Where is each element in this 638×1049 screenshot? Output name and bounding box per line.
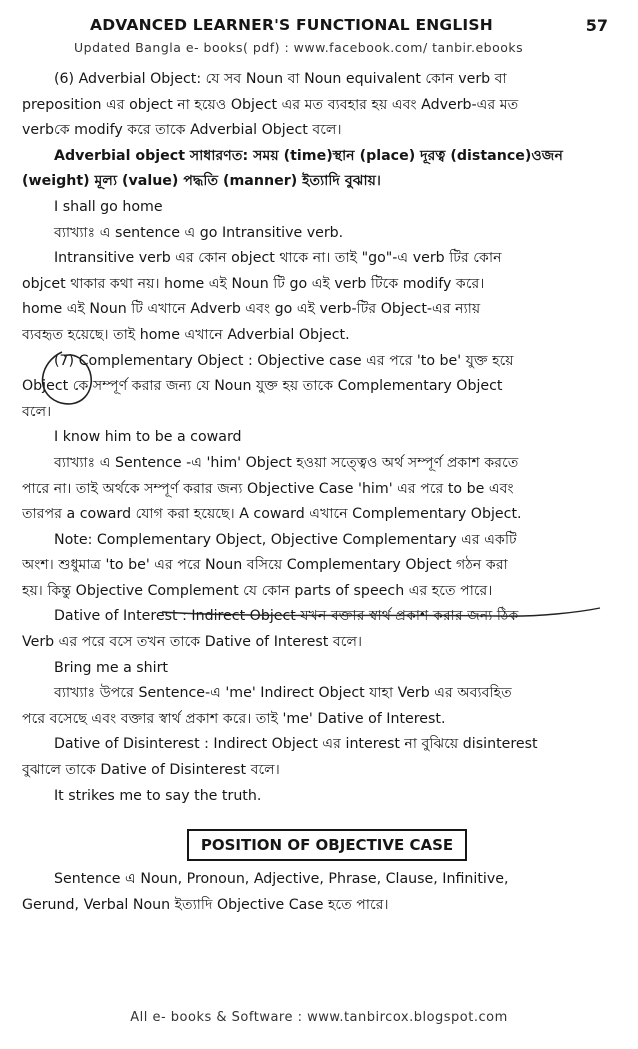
text-line: (7) Complementary Object : Objective case এর পরে 'to be' যুক্ত হয়ে [54, 352, 514, 369]
section-heading: POSITION OF OBJECTIVE CASE [187, 829, 467, 861]
text-line: Gerund, Verbal Noun ইত্যাদি Objective Case হতে পারে। [22, 896, 389, 913]
bottom-watermark: All e- books & Software : www.tanbircox.blogspot.com [130, 1010, 508, 1025]
top-watermark: Updated Bangla e- books( pdf) : www.facebook.com/ tanbir.ebooks [74, 40, 524, 55]
text-line: Object কে সম্পূর্ণ করার জন্য যে Noun যুক্ত হয় তাকে Complementary Object [22, 378, 503, 395]
text-line: Adverbial object সাধারণত: সময় (time)স্থান (place) দূরত্ব (distance)ওজন [54, 147, 563, 164]
text-line: ব্যাখ্যাঃ এ sentence এ go Intransitive verb. [54, 224, 344, 241]
text-line: (weight) মূল্য (value) পদ্ধতি (manner) ইত্যাদি বুঝায়। [22, 173, 382, 190]
text-line: Intransitive verb এর কোন object থাকে না। তাই "go"-এ verb টির কোন [54, 250, 502, 267]
page-number: 57 [585, 16, 608, 35]
text-line: ব্যবহৃত হয়েছে। তাই home এখানে Adverbial Object. [22, 326, 350, 343]
text-line: Sentence এ Noun, Pronoun, Adjective, Phrase, Clause, Infinitive, [54, 871, 509, 888]
running-header-title: ADVANCED LEARNER'S FUNCTIONAL ENGLISH [90, 16, 493, 34]
text-line: Dative of Interest : Indirect Object যখন বক্তার স্বার্থ প্রকাশ করার জন্য ঠিক [54, 608, 519, 625]
text-line: home এই Noun টি এখানে Adverb এবং go এই verb-টির Object-এর ন্যায় [22, 301, 481, 318]
text-line: তারপর a coward যোগ করা হয়েছে। A coward এখানে Complementary Object. [22, 506, 522, 523]
text-line: হয়। কিন্তু Objective Complement যে কোন parts of speech এর হতে পারে। [22, 582, 493, 599]
text-line: পারে না। তাই অর্থকে সম্পূর্ণ করার জন্য Objective Case 'him' এর পরে to be এবং [22, 480, 514, 497]
text-line: preposition এর object না হয়েও Object এর মত ব্যবহার হয় এবং Adverb-এর মত [22, 96, 519, 113]
text-line: পরে বসেছে এবং বক্তার স্বার্থ প্রকাশ করে। তাই 'me' Dative of Interest. [22, 710, 446, 727]
text-line: ব্যাখ্যাঃ এ Sentence -এ 'him' Object হওয়া সত্ত্বেও অর্থ সম্পূর্ণ প্রকাশ করতে [54, 454, 519, 471]
text-line: I know him to be a coward [54, 429, 242, 446]
text-line: ব্যাখ্যাঃ উপরে Sentence-এ 'me' Indirect Object যাহা Verb এর অব্যবহিত [54, 685, 512, 702]
text-line: objcet থাকার কথা নয়। home এই Noun টি go এই verb টিকে modify করে। [22, 275, 485, 292]
text-line: অংশ। শুধুমাত্র 'to be' এর পরে Noun বসিয়ে Complementary Object গঠন করা [22, 557, 508, 574]
text-line: Bring me a shirt [54, 659, 168, 676]
text-line: It strikes me to say the truth. [54, 787, 262, 804]
text-line: (6) Adverbial Object: যে সব Noun বা Noun equivalent কোন verb বা [54, 71, 507, 87]
text-line: I shall go home [54, 198, 163, 215]
text-line: বুঝালে তাকে Dative of Disinterest বলে। [22, 762, 280, 779]
section-heading-wrapper [22, 829, 622, 861]
text-line: Note: Complementary Object, Objective Complementary এর একটি [54, 531, 517, 548]
text-line: বলে। [22, 403, 52, 420]
text-line: Dative of Disinterest : Indirect Object এর interest না বুঝিয়ে disinterest [54, 736, 538, 753]
text-line: verbকে modify করে তাকে Adverbial Object বলে। [22, 122, 342, 139]
text-line: Verb এর পরে বসে তখন তাকে Dative of Interest বলে। [22, 634, 363, 651]
body-text [22, 67, 622, 918]
